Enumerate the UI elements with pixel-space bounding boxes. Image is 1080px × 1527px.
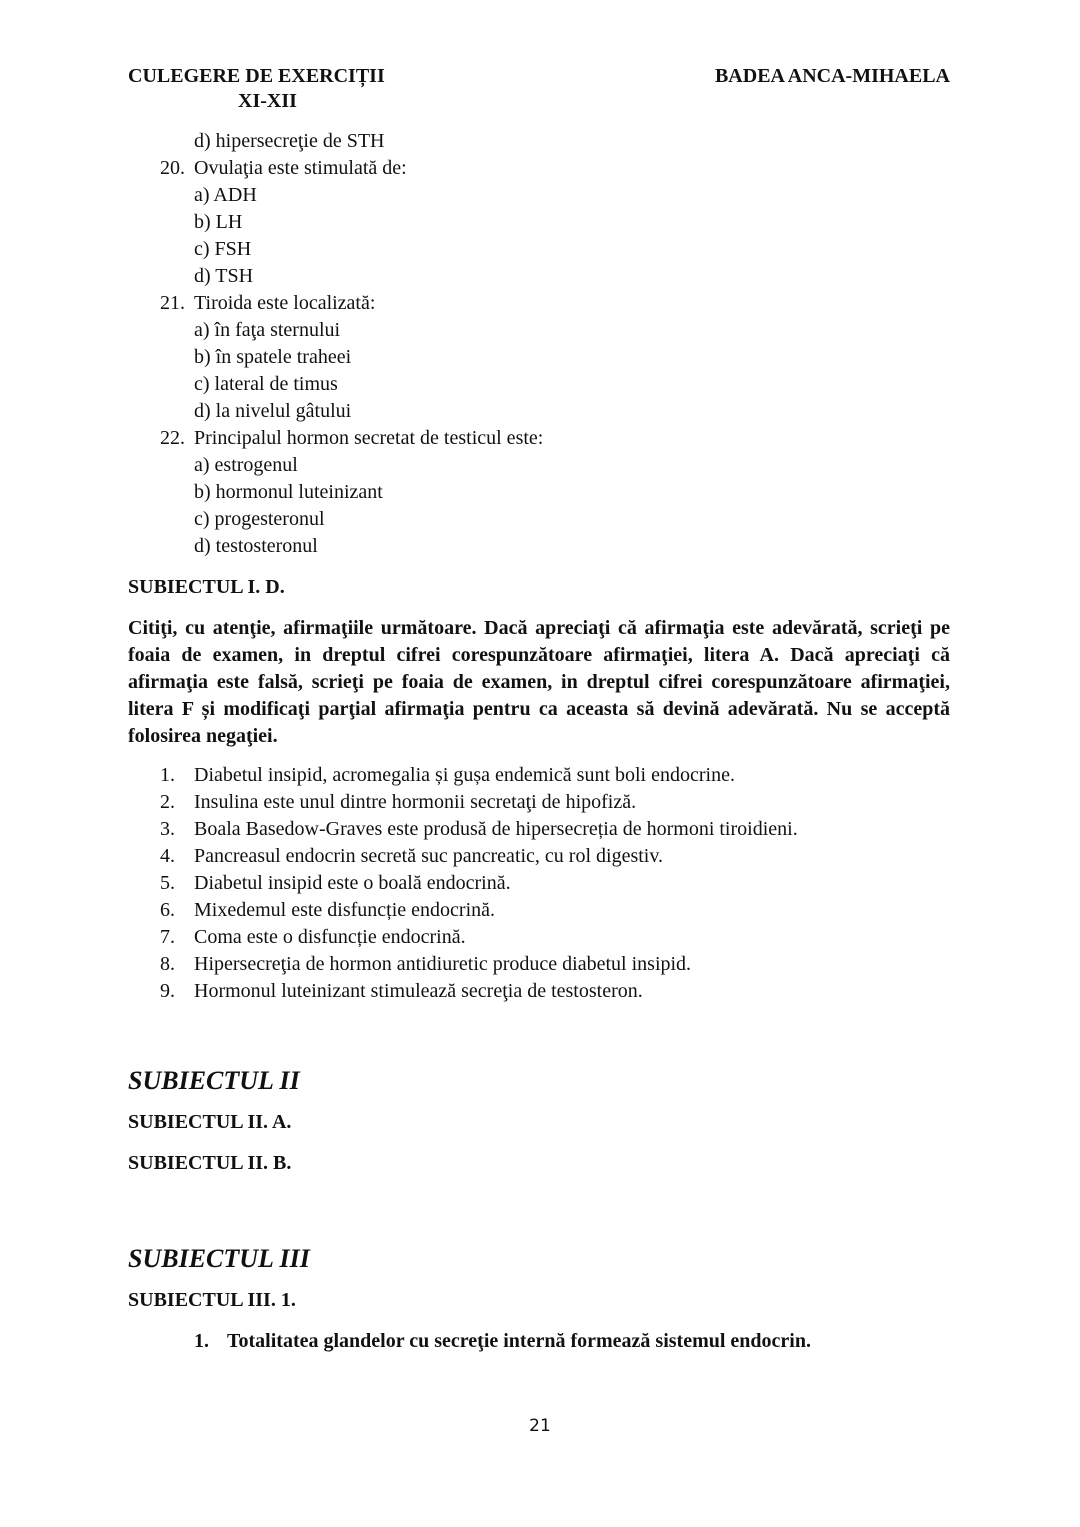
statement-text: Insulina este unul dintre hormonii secretaţi de hipofiză. [194,791,637,813]
answer-option: b) LH [194,211,243,233]
statement-text: Mixedemul este disfuncție endocrină. [194,899,496,921]
answer-option: b) în spatele traheei [194,346,352,368]
answer-option: a) ADH [194,184,257,206]
question-22 [128,425,950,560]
author-name: BADEA ANCA-MIHAELA [714,65,950,87]
answer-option: b) hormonul luteinizant [194,481,383,503]
section-heading-ii-a: SUBIECTUL II. A. [128,1111,292,1133]
statement-item [128,789,950,816]
statement-text: Hipersecreţia de hormon antidiuretic produce diabetul insipid. [194,953,692,975]
answer-option: c) lateral de timus [194,373,338,395]
answer-option: a) în faţa sternului [194,319,341,341]
question-number: 20. [160,157,185,179]
page-content [128,128,950,1355]
book-title-line2: XI-XII [238,90,297,112]
statement-item [128,843,950,870]
question-text: Tiroida este localizată: [194,292,376,314]
question-text: Principalul hormon secretat de testicul este: [194,427,544,449]
statement-item [128,951,950,978]
question-stem [128,155,950,182]
question-20 [128,155,950,290]
question-21 [128,290,950,425]
statement-number: 9. [160,980,175,1002]
statement-number: 2. [160,791,175,813]
page-number: 21 [529,1416,551,1436]
section-instructions: Citiţi, cu atenţie, afirmaţiile următoare. Dacă apreciaţi că afirmaţia este adevărată, scrieţi pe foaia de examen, in dreptul cifrei corespunzătoare afirmaţiei, litera A. Dacă apreciaţi că afirmaţia este falsă, scrieţi pe foaia de examen, in dreptul cifrei corespunzătoare afirmaţiei, litera F și modificaţi parţial afirmaţia pentru ca aceasta să devină adevărată. Nu se acceptă folosirea negaţiei. [128,617,950,747]
book-title-line1: CULEGERE DE EXERCIȚII [128,65,385,87]
answer-option: d) testosteronul [194,535,318,557]
statement-item [128,897,950,924]
statement-number: 7. [160,926,175,948]
statement-number: 8. [160,953,175,975]
statement-number: 1. [160,764,175,786]
statement-number: 3. [160,818,175,840]
statement-number: 6. [160,899,175,921]
answer-option: a) estrogenul [194,454,298,476]
statement-text: Coma este o disfuncție endocrină. [194,926,466,948]
question-stem [128,425,950,452]
statement-text: Diabetul insipid este o boală endocrină. [194,872,511,894]
statement-item [128,1328,950,1355]
question-text: Ovulaţia este stimulată de: [194,157,407,179]
section-heading-iii-1: SUBIECTUL III. 1. [128,1289,296,1311]
answer-option: c) FSH [194,238,252,260]
statement-list [128,762,950,1005]
statement-text: Diabetul insipid, acromegalia și gușa endemică sunt boli endocrine. [194,764,735,786]
section-heading-ii: SUBIECTUL II [128,1066,300,1095]
book-title [128,64,428,114]
statement-text: Totalitatea glandelor cu secreţie internă formează sistemul endocrin. [227,1330,811,1352]
statement-item [128,762,950,789]
answer-option: c) progesteronul [194,508,325,530]
statement-item [128,924,950,951]
statement-text: Pancreasul endocrin secretă suc pancreatic, cu rol digestiv. [194,845,664,867]
answer-option: d) la nivelul gâtului [194,400,352,422]
statement-number: 4. [160,845,175,867]
page-header [128,64,950,124]
statement-text: Boala Basedow-Graves este produsă de hipersecreția de hormoni tiroidieni. [194,818,798,840]
section-heading-iii: SUBIECTUL III [128,1244,310,1273]
statement-number: 1. [194,1330,209,1352]
question-stem [128,290,950,317]
statement-item [128,816,950,843]
statement-item [128,978,950,1005]
question-number: 21. [160,292,185,314]
statement-number: 5. [160,872,175,894]
question-number: 22. [160,427,185,449]
answer-option: d) TSH [194,265,254,287]
section-heading-i-d: SUBIECTUL I. D. [128,576,285,598]
statement-text: Hormonul luteinizant stimulează secreţia de testosteron. [194,980,643,1002]
statement-item [128,870,950,897]
carryover-option: d) hipersecreţie de STH [194,130,385,152]
section-heading-ii-b: SUBIECTUL II. B. [128,1152,292,1174]
